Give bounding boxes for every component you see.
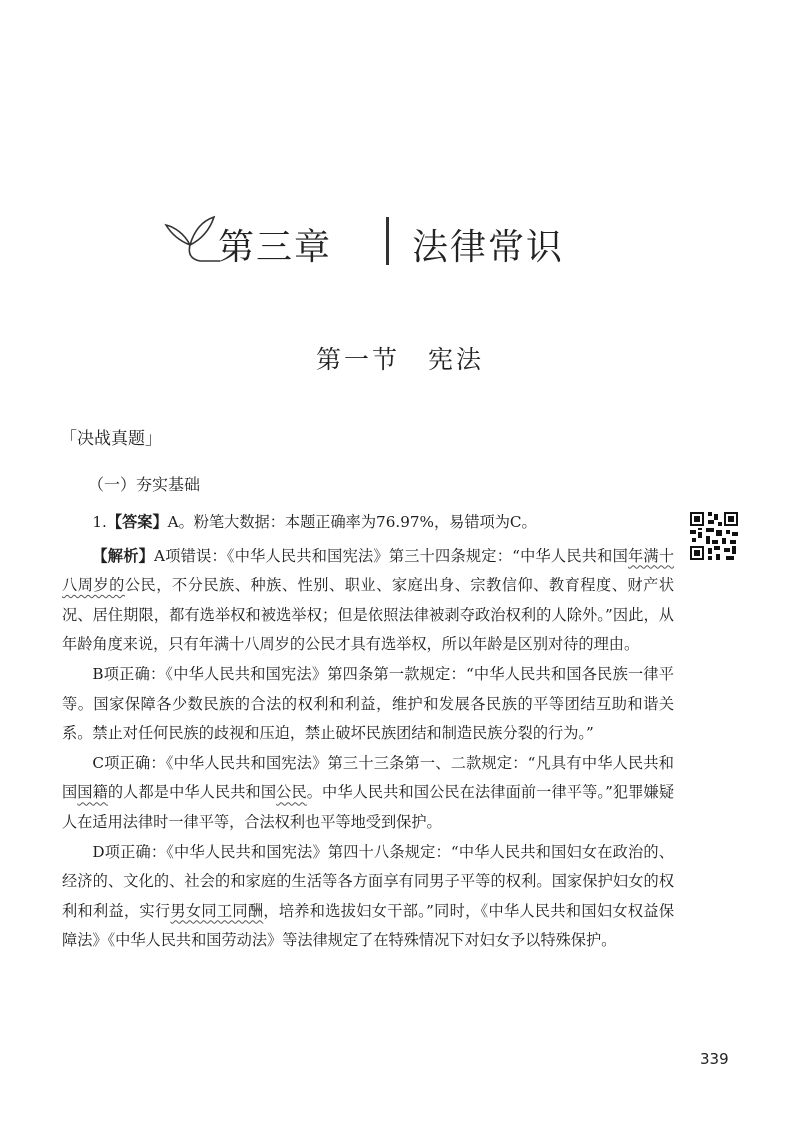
analysis-tag: 【解析】 [92,546,155,565]
analysis-b: B项正确：《中华人民共和国宪法》第四条第一款规定：“中华人民共和国各民族一律平等。国家保障各少数民族的合法的权利和利益，维护和发展各民族的平等团结互助和谐关系。禁止对任何民族的歧视和压迫，禁止破坏民族团结和制造民族分裂的行为。” [62,664,674,743]
question-number: 1. [92,513,107,531]
chapter-title: 法律常识 [412,227,565,268]
question-content [62,508,674,956]
part-title: 「决战真题」 [60,429,162,449]
analysis-d-text-1: D项正确：《中华人民共和国宪法》第四十八条规定：“中华人民共和国妇女在政治的、经济的、文化的、社会的和家庭的生活等各方面享有同男子平等的权利。国家保护妇女的权利和利益，实行 [62,842,674,920]
analysis-d [62,838,674,956]
chapter-heading [160,205,680,275]
answer-tag: 【答案】 [106,513,168,531]
chapter-number: 第三章 [218,227,333,268]
analysis-d-text-2: ，培养和选拔妇女干部。”同时，《中华人民共和国妇女权益保障法》《中华人民共和国劳动法》等法律规定了在特殊情况下对妇女予以特殊保护。 [62,901,675,950]
analysis-a-text-2: 公民，不分民族、种族、性别、职业、家庭出身、宗教信仰、教育程度、财产状况、居住期限，都有选举权和被选举权；但是依照法律被剥夺政治权利的人除外。”因此，从年龄角度来说，只有年满十八周岁的公民才具有选举权，所以年龄是区别对待的理由。 [62,576,675,654]
analysis-a-text-1: A项错误：《中华人民共和国宪法》第三十四条规定：“中华人民共和国 [154,546,628,565]
qr-code-icon[interactable] [688,510,740,562]
answer-text: A。粉笔大数据：本题正确率为76.97%，易错项为C。 [167,513,537,531]
analysis-c-text-2: 的人都是中华人民共和国 [107,783,277,802]
analysis-c [62,749,674,838]
chapter-divider [386,217,389,265]
answer-line [62,508,674,538]
analysis-d-emphasis: 男女同工同酬 [170,901,264,920]
section-title: 第一节 宪法 [315,345,484,374]
page-number: 339 [700,1050,729,1068]
analysis-c-text-3: 。中华人民共和国公民在法律面前一律平等。”犯罪嫌疑人在适用法律时一律平等，合法权利也平等地受到保护。 [62,783,675,831]
analysis-c-emphasis-1: 国籍 [77,783,108,802]
analysis-a [62,542,674,660]
analysis-c-text-1: C项正确：《中华人民共和国宪法》第三十三条第一、二款规定：“凡具有中华人民共和国 [62,753,674,802]
sprout-icon [160,205,224,265]
subsection-title: （一）夯实基础 [88,475,201,494]
analysis-c-emphasis-2: 公民 [276,783,307,802]
analysis-a-emphasis: 年满十八周岁的 [62,546,675,595]
